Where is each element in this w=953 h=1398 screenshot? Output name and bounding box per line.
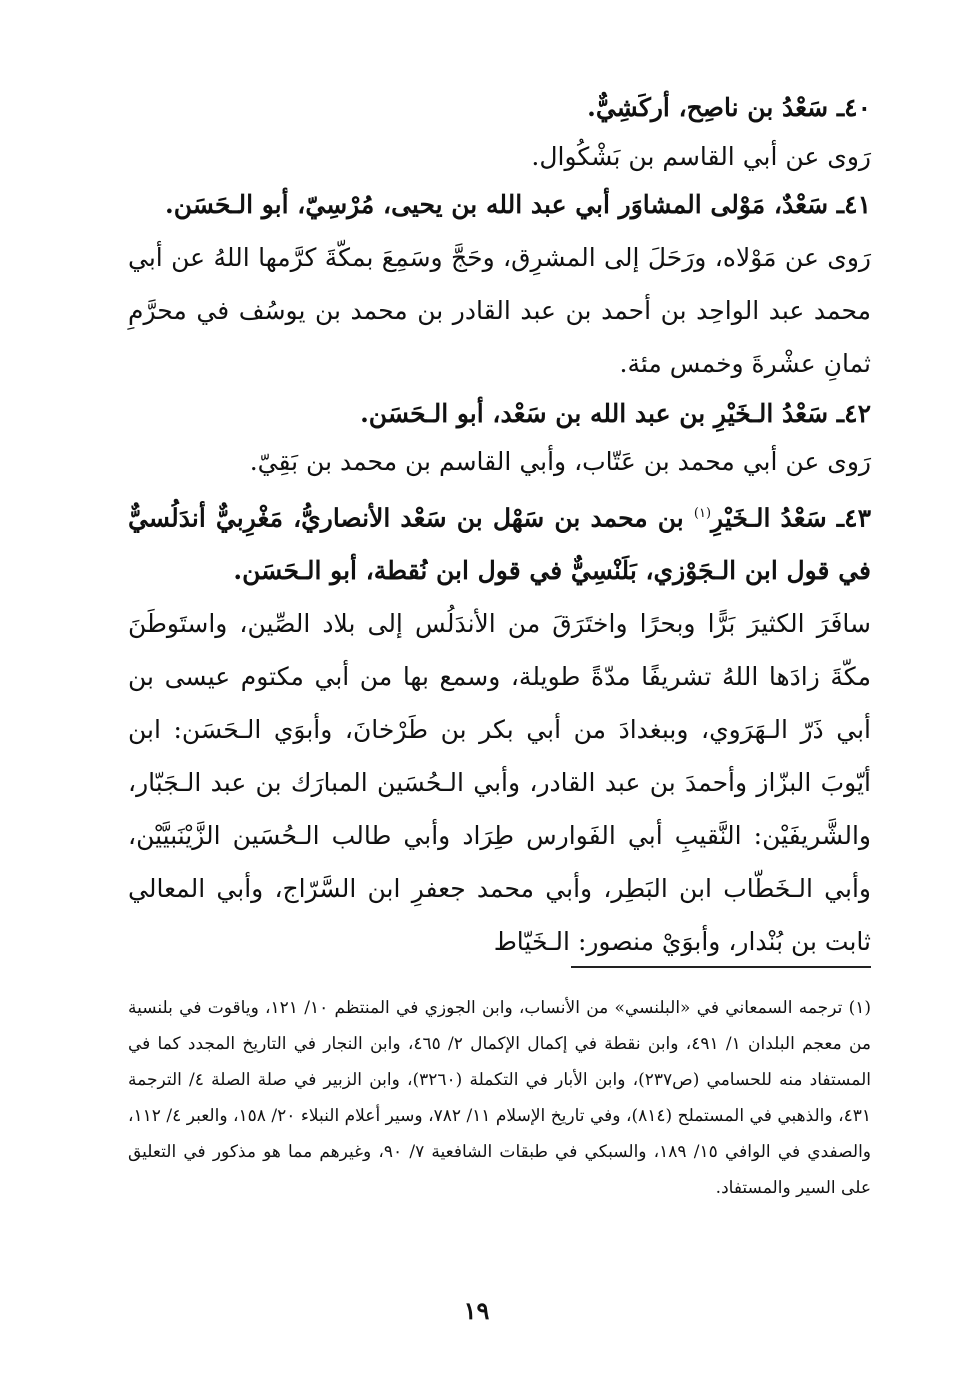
entry-42-body: رَوى عن أبي محمد بن عَتّاب، وأبي القاسم بن محمد بن بَقِيّ. — [249, 447, 871, 476]
footnote-separator — [571, 966, 871, 968]
entry-42-heading: ٤٢ـ سَعْدُ الـخَيْرِ بن عبد الله بن سَعْد، أبو الـحَسَن. — [360, 398, 871, 428]
entry-41-heading: ٤١ـ سَعْدٌ، مَوْلى المشاوَر أبي عبد الله بن يحيى، مُرْسِيّ، أبو الـحَسَن. — [165, 190, 871, 219]
entry-40-heading: ٤٠ـ سَعْدُ بن ناصِح، أركَشِيٌّ. — [587, 93, 871, 122]
entry-43-heading-start: ٤٣ـ سَعْدُ الـخَيْرِ — [711, 502, 871, 532]
entry-43-heading — [128, 487, 871, 597]
page-number: ١٩ — [463, 1296, 490, 1325]
entry-43-body: سافَرَ الكثيرَ بَرًّا وبحرًا واختَرَقَ من الأندَلُس إلى بلاد الصِّين، واستَوطَنَ مكّةَ زادَها اللهُ تشريفًا مدّةً طويلة، وسمع بها من أبي مكتوم عيسى بن أبي ذَرّ الـهَرَوي، وببغدادَ من أبي بكر بن طَرْخانَ، وأبوَي الـحَسَن: ابن أيّوبَ البزّاز وأحمدَ بن عبد القادر، وأبي الـحُسَين المبارَك بن عبد الـجَبّار، والشَّريفَيْن: النَّقيبِ أبي الفَوارس طِرَاد وأبي طالب الـحُسَين الزَّيْنَبيَّيْن، وأبي الـخَطّاب ابن البَطِر، وأبي محمد جعفرِ ابن السَّرّاج، وأبي المعالي ثابت بن بُنْدار، وأبوَيْ منصور: الـخَيّاط — [128, 608, 872, 956]
entry-41-body: رَوى عن مَوْلاه، ورَحَلَ إلى المشرِق، وحَجَّ وسَمِعَ بمكّةَ كرَّمها اللهُ عن أبي محمد عبد الواحِد بن أحمد بن عبد القادر بن محمد بن يوسُف في محرَّمِ ثمانِ عشْرةَ وخمس مئة. — [128, 242, 871, 378]
footnote: (١) ترجمه السمعاني في «البلنسي» من الأنساب، وابن الجوزي في المنتظم ١٠/ ١٢١، وياقوت في بلنسية من معجم البلدان ١/ ٤٩١، وابن نقطة في إكمال الإكمال ٢/ ٤٦٥، وابن النجار في التاريخ المجدد كما في المستفاد منه للحسامي (ص٢٣٧)، وابن الأبار في التكملة (٣٢٦٠)، وابن الزبير في صلة الصلة ٤/ الترجمة ٤٣١، والذهبي في المستملح (٨١٤)، وفي تاريخ الإسلام ١١/ ٧٨٢، وسير أعلام النبلاء ٢٠/ ١٥٨، والعبر ٤/ ١١٢، والصفدي في الوافي ١٥/ ١٨٩، والسبكي في طبقات الشافعية ٧/ ٩٠، وغيرهم مما هو مذكور في التعليق على السير والمستفاد. — [128, 998, 872, 1198]
footnote-marker: (١) — [693, 505, 712, 521]
entry-43-heading-rest: بن محمد بن سَهْل بن سَعْد الأنصاريُّ، مَغْرِبيٌّ أندَلُسيٌّ في قول ابن الـجَوْزي، بَلَنْسِيٌّ في قول ابن نُقطة، أبو الـحَسَن. — [128, 502, 871, 585]
entry-40-body: رَوى عن أبي القاسم بن بَشْكُوال. — [531, 141, 871, 171]
main-text — [128, 84, 871, 968]
